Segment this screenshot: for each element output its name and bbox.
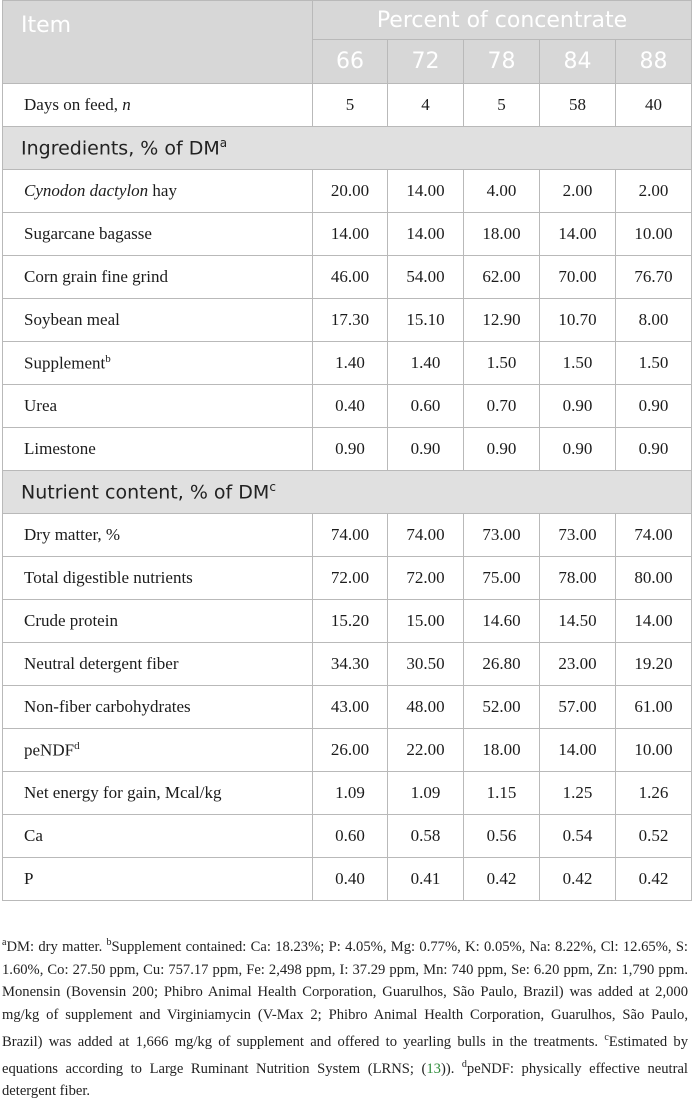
row-label-text: Corn grain fine grind — [24, 267, 168, 286]
table-cell: 23.00 — [540, 643, 616, 686]
table-cell: 0.56 — [464, 815, 540, 858]
table-cell: 0.42 — [616, 858, 692, 901]
row-label-text: Dry matter, % — [24, 525, 121, 544]
table-cell: 30.50 — [388, 643, 464, 686]
row-label-text: Limestone — [24, 439, 96, 458]
footnote-marker: d — [461, 1058, 467, 1070]
table-cell: 1.09 — [388, 772, 464, 815]
footnote-marker: a — [2, 937, 7, 948]
table-footnotes — [2, 932, 688, 1103]
row-label — [3, 170, 313, 213]
table-row — [3, 342, 692, 385]
table-cell: 18.00 — [464, 729, 540, 772]
table-cell: 15.00 — [388, 600, 464, 643]
table-cell: 14.00 — [388, 213, 464, 256]
table-cell: 14.50 — [540, 600, 616, 643]
table-cell: 1.50 — [464, 342, 540, 385]
table-row — [3, 858, 692, 901]
table-cell: 14.00 — [540, 213, 616, 256]
table-cell: 58 — [540, 84, 616, 127]
row-label-text: Non-fiber carbohydrates — [24, 697, 191, 716]
table-cell: 26.00 — [313, 729, 388, 772]
row-label-text: Crude protein — [24, 611, 118, 630]
section-title — [3, 127, 692, 170]
table-cell: 10.00 — [616, 213, 692, 256]
table-row — [3, 729, 692, 772]
table-row-days-on-feed — [3, 84, 692, 127]
table-cell: 74.00 — [388, 514, 464, 557]
table-cell: 48.00 — [388, 686, 464, 729]
table-cell: 0.60 — [313, 815, 388, 858]
table-cell: 22.00 — [388, 729, 464, 772]
table-cell: 0.40 — [313, 858, 388, 901]
table-cell: 0.90 — [540, 385, 616, 428]
row-label — [3, 600, 313, 643]
header-level: 78 — [464, 40, 540, 84]
table-cell: 4 — [388, 84, 464, 127]
footnote-marker: b — [106, 937, 112, 948]
table-cell: 72.00 — [313, 557, 388, 600]
row-label-text: Soybean meal — [24, 310, 120, 329]
table-cell: 0.52 — [616, 815, 692, 858]
row-label-text: Days on feed, — [24, 95, 123, 114]
table-cell: 0.90 — [388, 428, 464, 471]
table-cell: 1.50 — [616, 342, 692, 385]
table-cell: 52.00 — [464, 686, 540, 729]
table-cell: 5 — [313, 84, 388, 127]
table-cell: 0.58 — [388, 815, 464, 858]
row-label — [3, 385, 313, 428]
table-cell: 40 — [616, 84, 692, 127]
table-cell: 34.30 — [313, 643, 388, 686]
table-cell: 62.00 — [464, 256, 540, 299]
table-cell: 43.00 — [313, 686, 388, 729]
table-cell: 12.90 — [464, 299, 540, 342]
row-label-italic: n — [122, 95, 131, 114]
table-cell: 0.40 — [313, 385, 388, 428]
table-row — [3, 557, 692, 600]
table-row — [3, 643, 692, 686]
table-cell: 1.50 — [540, 342, 616, 385]
table-row — [3, 815, 692, 858]
header-item-cell: Item — [3, 1, 313, 84]
table-cell: 10.70 — [540, 299, 616, 342]
table-cell: 80.00 — [616, 557, 692, 600]
table-cell: 20.00 — [313, 170, 388, 213]
table-cell: 75.00 — [464, 557, 540, 600]
row-label — [3, 858, 313, 901]
table-cell: 46.00 — [313, 256, 388, 299]
table-cell: 1.40 — [388, 342, 464, 385]
table-cell: 2.00 — [616, 170, 692, 213]
table-row — [3, 686, 692, 729]
table-cell: 26.80 — [464, 643, 540, 686]
table-cell: 17.30 — [313, 299, 388, 342]
reference-link[interactable]: 13 — [426, 1060, 441, 1077]
table-cell: 8.00 — [616, 299, 692, 342]
diet-composition-table — [2, 0, 692, 901]
row-label-text: Supplement — [24, 353, 106, 373]
table-row — [3, 428, 692, 471]
table-cell: 54.00 — [388, 256, 464, 299]
table-row — [3, 385, 692, 428]
footnote-marker: c — [269, 480, 276, 495]
table-cell: 18.00 — [464, 213, 540, 256]
table-cell: 74.00 — [313, 514, 388, 557]
footnote-marker: a — [219, 136, 228, 151]
row-label — [3, 643, 313, 686]
table-row — [3, 213, 692, 256]
table-cell: 1.15 — [464, 772, 540, 815]
header-level: 88 — [616, 40, 692, 84]
footnote-c: Estimated by equations according to Large Ruminant Nutrition System (LRNS; ( — [2, 1033, 688, 1077]
row-label — [3, 428, 313, 471]
row-label-text: hay — [148, 181, 177, 200]
row-label-text: Urea — [24, 396, 58, 415]
header-level: 72 — [388, 40, 464, 84]
section-title-text: Nutrient content, % of DM — [21, 481, 270, 504]
table-cell: 0.90 — [616, 428, 692, 471]
table-cell: 0.42 — [540, 858, 616, 901]
header-level: 84 — [540, 40, 616, 84]
row-label-italic: Cynodon dactylon — [24, 181, 149, 200]
row-label-text: P — [24, 869, 34, 888]
footnote-d: peNDF: physically effective neutral detergent fiber. — [2, 1060, 688, 1100]
table-cell: 0.54 — [540, 815, 616, 858]
row-label-text: Ca — [24, 826, 43, 845]
row-label — [3, 557, 313, 600]
table-cell: 74.00 — [616, 514, 692, 557]
row-label — [3, 729, 313, 772]
table-row — [3, 514, 692, 557]
footnote-c-end: )). — [440, 1060, 462, 1077]
table-cell: 0.42 — [464, 858, 540, 901]
table-cell: 0.60 — [388, 385, 464, 428]
table-cell: 2.00 — [540, 170, 616, 213]
table-cell: 14.00 — [313, 213, 388, 256]
row-label-text: Net energy for gain, Mcal/kg — [24, 783, 222, 802]
table-row — [3, 600, 692, 643]
row-label-text: Neutral detergent fiber — [24, 654, 179, 673]
table-cell: 0.90 — [540, 428, 616, 471]
table-cell: 73.00 — [464, 514, 540, 557]
ingredients-rows — [3, 170, 692, 471]
row-label — [3, 514, 313, 557]
row-label — [3, 342, 313, 385]
table-cell: 15.20 — [313, 600, 388, 643]
table-cell: 61.00 — [616, 686, 692, 729]
table-row — [3, 256, 692, 299]
row-label-text: peNDF — [24, 740, 75, 760]
table-cell: 4.00 — [464, 170, 540, 213]
table-cell: 78.00 — [540, 557, 616, 600]
table-cell: 10.00 — [616, 729, 692, 772]
table-cell: 1.25 — [540, 772, 616, 815]
section-header-ingredients — [3, 127, 692, 170]
header-percent-concentrate: Percent of concentrate — [313, 1, 692, 40]
table-cell: 14.00 — [540, 729, 616, 772]
table-cell: 70.00 — [540, 256, 616, 299]
row-label-text: Sugarcane bagasse — [24, 224, 152, 243]
table-cell: 1.09 — [313, 772, 388, 815]
section-header-nutrients — [3, 471, 692, 514]
table-cell: 14.60 — [464, 600, 540, 643]
footnote-marker: c — [604, 1032, 609, 1044]
table-cell: 14.00 — [616, 600, 692, 643]
table-cell: 0.90 — [616, 385, 692, 428]
table-cell: 73.00 — [540, 514, 616, 557]
table-cell: 19.20 — [616, 643, 692, 686]
row-label-text: Total digestible nutrients — [24, 568, 193, 587]
section-title — [3, 471, 692, 514]
row-label — [3, 686, 313, 729]
table-cell: 0.41 — [388, 858, 464, 901]
footnote-marker: b — [105, 352, 111, 365]
table-row — [3, 772, 692, 815]
table-cell: 14.00 — [388, 170, 464, 213]
section-title-text: Ingredients, % of DM — [21, 137, 220, 160]
table-row — [3, 299, 692, 342]
footnote-b: Supplement contained: Ca: 18.23%; P: 4.05%, Mg: 0.77%, K: 0.05%, Na: 8.22%, Cl: 12.65%, S: 1.60%, Co: 27.50 ppm, Cu: 757.17 ppm, Fe: 2,498 ppm, I: 37.29 ppm, Mn: 740 ppm, Se: 6.20 ppm, Zn: 1,790 ppm. Monensin (Bovensin 200; Phibro Animal Health Corporation, Guarulhos, São Paulo, Brazil) was added at 2,000 mg/kg of supplement and Virginiamycin (V-Max 2; Phibro Animal Health Corporation, Guarulhos, São Paulo, Brazil) was added at 1,666 mg/kg of supplement and offered to yearling bulls in the treatments. — [2, 938, 688, 1050]
table-cell: 1.26 — [616, 772, 692, 815]
table-cell: 0.70 — [464, 385, 540, 428]
table-cell: 72.00 — [388, 557, 464, 600]
table-row — [3, 170, 692, 213]
table-cell: 5 — [464, 84, 540, 127]
nutrients-rows — [3, 514, 692, 901]
row-label — [3, 84, 313, 127]
row-label — [3, 213, 313, 256]
table-cell: 57.00 — [540, 686, 616, 729]
table-cell: 76.70 — [616, 256, 692, 299]
header-level: 66 — [313, 40, 388, 84]
table-cell: 0.90 — [313, 428, 388, 471]
row-label — [3, 815, 313, 858]
footnote-marker: d — [74, 739, 80, 752]
row-label — [3, 299, 313, 342]
table-cell: 1.40 — [313, 342, 388, 385]
row-label — [3, 772, 313, 815]
table-cell: 0.90 — [464, 428, 540, 471]
table-cell: 15.10 — [388, 299, 464, 342]
row-label — [3, 256, 313, 299]
footnote-a: DM: dry matter. — [6, 938, 107, 955]
